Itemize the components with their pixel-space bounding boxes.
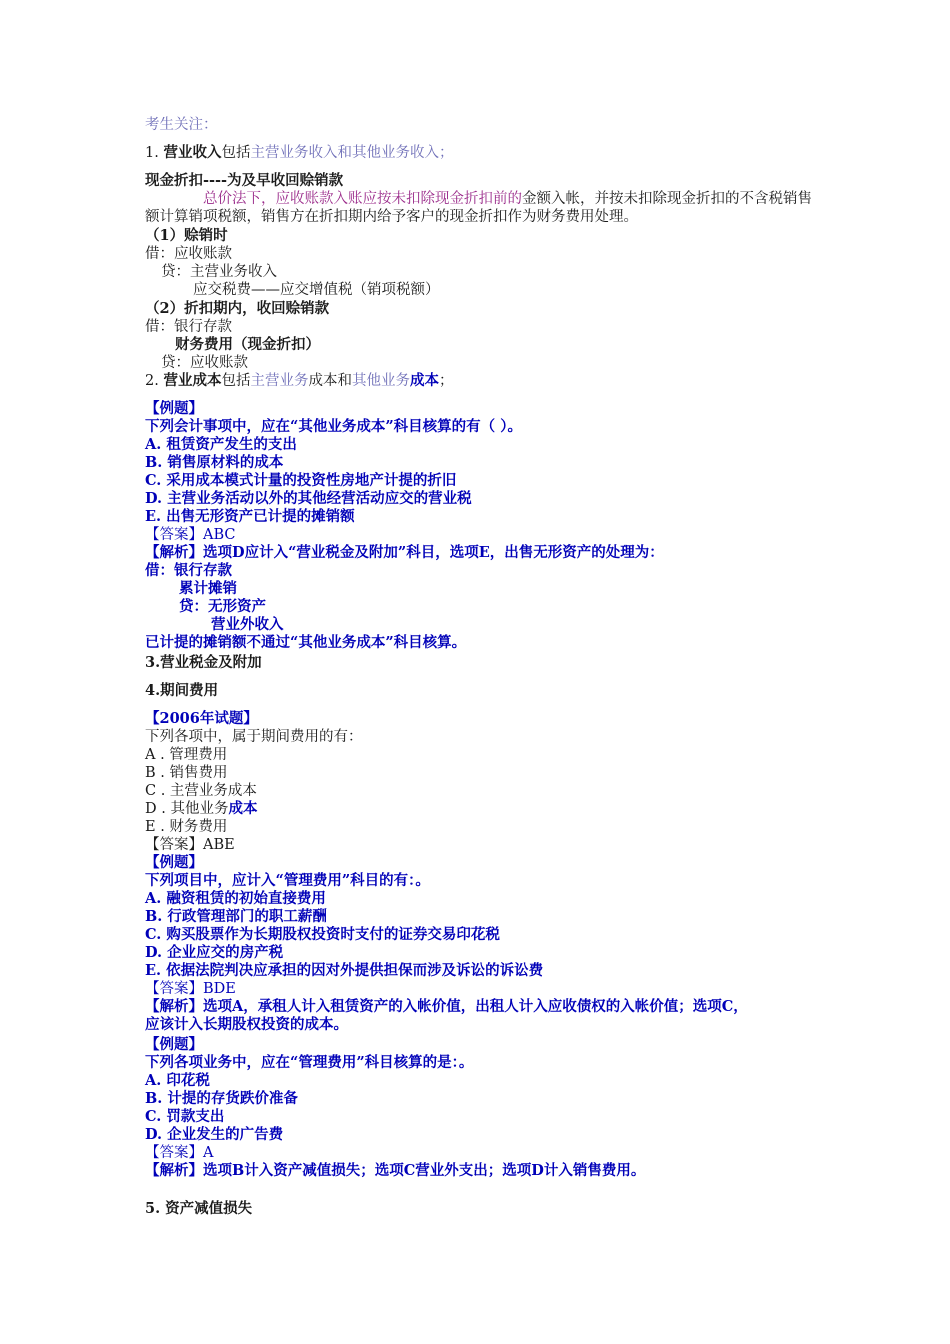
example-1-option-d: D. 主营业务活动以外的其他经营活动应交的营业税 xyxy=(145,490,472,507)
example-1-option-c: C. 采用成本模式计量的投资性房地产计提的折旧 xyxy=(145,472,457,489)
example-3-question: 下列项目中，应计入“管理费用”科目的有：。 xyxy=(145,872,430,889)
example-4-option-c: C. 罚款支出 xyxy=(145,1108,225,1125)
example-3-option-a: A. 融资租赁的初始直接费用 xyxy=(145,890,326,907)
example-1-option-e: E. 出售无形资产已计提的摊销额 xyxy=(145,508,355,525)
example-3-tag: 【例题】 xyxy=(145,854,203,871)
item-4-heading: 4.期间费用 xyxy=(145,682,219,699)
item-5-heading: 5. 资产减值损失 xyxy=(145,1200,253,1217)
example-4-tag: 【例题】 xyxy=(145,1036,203,1053)
journal-debit-bank: 借：银行存款 xyxy=(145,319,232,335)
example-3-answer: 【答案】BDE xyxy=(145,981,236,997)
example-1-explanation: 【解析】选项D应计入“营业税金及附加”科目，选项E，出售无形资产的处理为： xyxy=(145,544,664,561)
example-1-question: 下列会计事项中，应在“其他业务成本”科目核算的有（ ）。 xyxy=(145,418,522,435)
example-2-question: 下列各项中，属于期间费用的有： xyxy=(145,729,363,745)
example-1-journal-amortization: 累计摊销 xyxy=(179,580,237,597)
example-1-option-a: A. 租赁资产发生的支出 xyxy=(145,436,297,453)
example-4-explanation: 【解析】选项B计入资产减值损失；选项C营业外支出；选项D计入销售费用。 xyxy=(145,1162,646,1179)
example-3-option-d: D. 企业应交的房产税 xyxy=(145,944,284,961)
example-4-question: 下列各项业务中，应在“管理费用”科目核算的是：。 xyxy=(145,1054,474,1071)
example-4-option-a: A. 印花税 xyxy=(145,1072,210,1089)
example-4-option-d: D. 企业发生的广告费 xyxy=(145,1126,284,1143)
journal-debit-finance-cost: 财务费用（现金折扣） xyxy=(175,336,320,353)
example-1-journal-credit-nonop: 营业外收入 xyxy=(211,616,284,633)
journal-credit-receivable: 贷：应收账款 xyxy=(161,355,248,371)
example-4-answer: 【答案】A xyxy=(145,1145,214,1161)
item-3-heading: 3.营业税金及附加 xyxy=(145,654,262,671)
example-3-option-c: C. 购买股票作为长期股权投资时支付的证券交易印花税 xyxy=(145,926,500,943)
example-4-option-b: B. 计提的存货跌价准备 xyxy=(145,1090,298,1107)
example-1-answer: 【答案】ABC xyxy=(145,527,236,543)
example-3-explanation-2: 应该计入长期股权投资的成本。 xyxy=(145,1016,348,1033)
example-1-conclusion: 已计提的摊销额不通过“其他业务成本”科目核算。 xyxy=(145,634,467,651)
journal-debit-receivable: 借：应收账款 xyxy=(145,246,232,262)
example-3-option-b: B. 行政管理部门的职工薪酬 xyxy=(145,908,327,925)
example-1-option-b: B. 销售原材料的成本 xyxy=(145,454,284,471)
journal-credit-vat: 应交税费——应交增值税（销项税额） xyxy=(193,282,440,298)
example-1-tag: 【例题】 xyxy=(145,400,203,417)
example-1-journal-debit: 借：银行存款 xyxy=(145,562,232,579)
journal-credit-revenue: 贷：主营业务收入 xyxy=(161,264,277,280)
notice-heading: 考生关注： xyxy=(145,117,218,133)
example-2-answer: 【答案】ABE xyxy=(145,837,235,853)
example-1-journal-credit-intangible: 贷：无形资产 xyxy=(179,598,266,615)
cash-discount-paragraph: 总价法下，应收账款入账应按未扣除现金折扣前的金额入帐，并按未扣除现金折扣的不含税销售额计算销项税额，销售方在折扣期内给予客户的现金折扣作为财务费用处理。 xyxy=(145,191,812,225)
example-2-option-b: B . 销售费用 xyxy=(145,765,228,781)
example-3-option-e: E. 依据法院判决应承担的因对外提供担保而涉及诉讼的诉讼费 xyxy=(145,962,544,979)
example-2-option-a: A . 管理费用 xyxy=(145,747,228,763)
item-1-revenue: 1. 营业收入包括主营业务收入和其他业务收入； xyxy=(145,144,454,161)
cash-discount-heading: 现金折扣----为及早收回赊销款 xyxy=(145,172,344,189)
example-2-option-c: C . 主营业务成本 xyxy=(145,783,257,799)
item-2-cost: 2. 营业成本包括主营业务成本和其他业务成本； xyxy=(145,372,454,389)
credit-sale-heading: （1）赊销时 xyxy=(145,227,228,244)
example-2-option-d: D . 其他业务成本 xyxy=(145,800,258,817)
example-2-option-e: E . 财务费用 xyxy=(145,819,228,835)
example-3-explanation-1: 【解析】选项A，承租人计入租赁资产的入帐价值，出租人计入应收债权的入帐价值；选项C， xyxy=(145,998,748,1015)
discount-period-heading: （2）折扣期内，收回赊销款 xyxy=(145,300,330,317)
example-2-tag: 【2006年试题】 xyxy=(145,710,258,727)
